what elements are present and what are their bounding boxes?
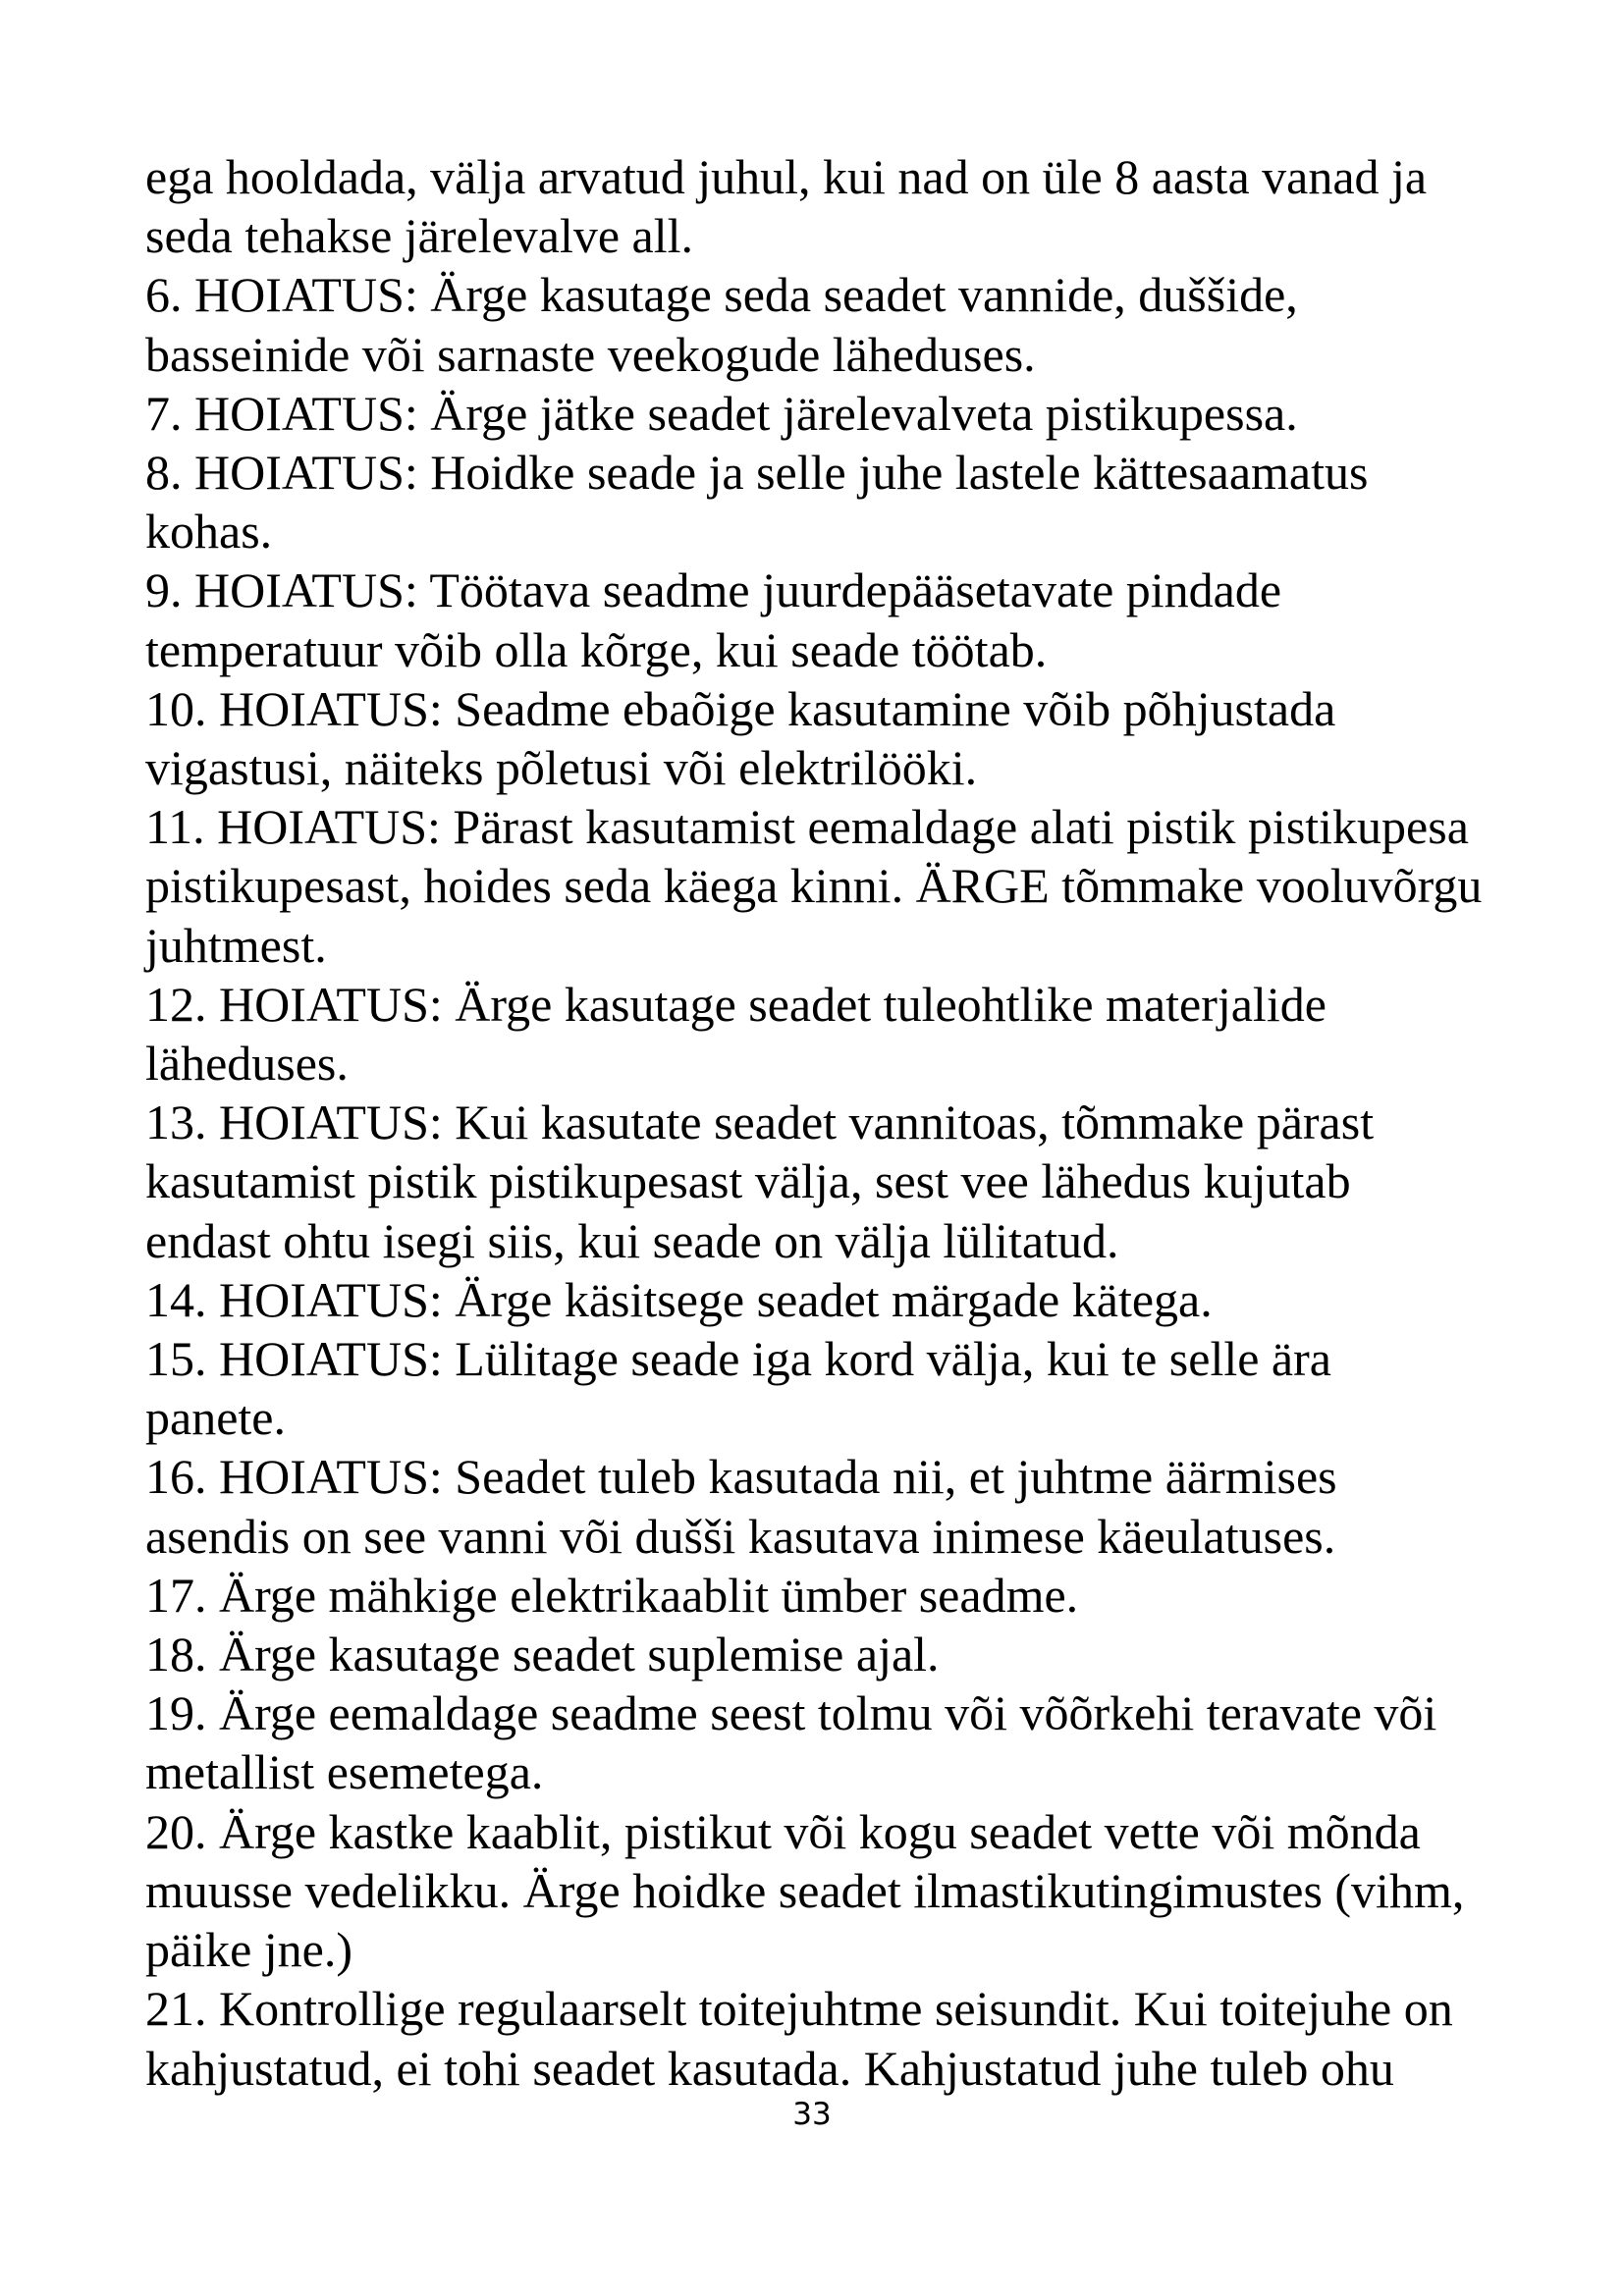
warning-item-16: 16. HOIATUS: Seadet tuleb kasutada nii, et juhtme äärmises asendis on see vanni või dušši kasutava inimese käeulatuses. <box>145 1449 1337 1564</box>
warning-item-8: 8. HOIATUS: Hoidke seade ja selle juhe lastele kättesaamatus kohas. <box>145 445 1369 560</box>
warning-item-10: 10. HOIATUS: Seadme ebaõige kasutamine võib põhjustada vigastusi, näiteks põletusi või elektrilööki. <box>145 680 1336 796</box>
page-number: 33 <box>792 2097 832 2132</box>
paragraph-continuation: ega hooldada, välja arvatud juhul, kui nad on üle 8 aasta vanad ja seda tehakse järelevalve all. <box>145 149 1428 264</box>
warning-item-14: 14. HOIATUS: Ärge käsitsege seadet märgade kätega. <box>145 1271 1213 1327</box>
warning-item-13: 13. HOIATUS: Kui kasutate seadet vannitoas, tõmmake pärast kasutamist pistik pistikupesast välja, sest vee lähedus kujutab endast ohtu isegi siis, kui seade on välja lülitatud. <box>145 1095 1375 1268</box>
instruction-item-17: 17. Ärge mähkige elektrikaablit ümber seadme. <box>145 1567 1079 1623</box>
warning-item-7: 7. HOIATUS: Ärge jätke seadet järelevalveta pistikupessa. <box>145 385 1298 441</box>
warning-item-9: 9. HOIATUS: Töötava seadme juurdepääsetavate pindade temperatuur võib olla kõrge, kui seade töötab. <box>145 562 1282 677</box>
warning-item-11: 11. HOIATUS: Pärast kasutamist eemaldage alati pistik pistikupesa pistikupesast, hoides seda käega kinni. ÄRGE tõmmake vooluvõrgu juhtmest. <box>145 799 1483 973</box>
instruction-item-19: 19. Ärge eemaldage seadme seest tolmu või võõrkehi teravate või metallist esemetega. <box>145 1685 1437 1800</box>
instruction-item-20: 20. Ärge kastke kaablit, pistikut või kogu seadet vette või mõnda muusse vedelikku. Ärge hoidke seadet ilmastikutingimustes (vihm, päike jne.) <box>145 1803 1465 1978</box>
warning-item-12: 12. HOIATUS: Ärge kasutage seadet tuleohtlike materjalide läheduses. <box>145 976 1326 1092</box>
instruction-item-21: 21. Kontrollige regulaarselt toitejuhtme seisundit. Kui toitejuhe on kahjustatud, ei tohi seadet kasutada. Kahjustatud juhe tuleb ohu <box>145 1981 1453 2096</box>
warning-item-15: 15. HOIATUS: Lülitage seade iga kord välja, kui te selle ära panete. <box>145 1331 1331 1446</box>
warning-item-6: 6. HOIATUS: Ärge kasutage seda seadet vannide, duššide, basseinide või sarnaste veekogude läheduses. <box>145 267 1298 382</box>
instruction-item-18: 18. Ärge kasutage seadet suplemise ajal. <box>145 1627 940 1682</box>
page-body-text <box>145 147 1520 2098</box>
